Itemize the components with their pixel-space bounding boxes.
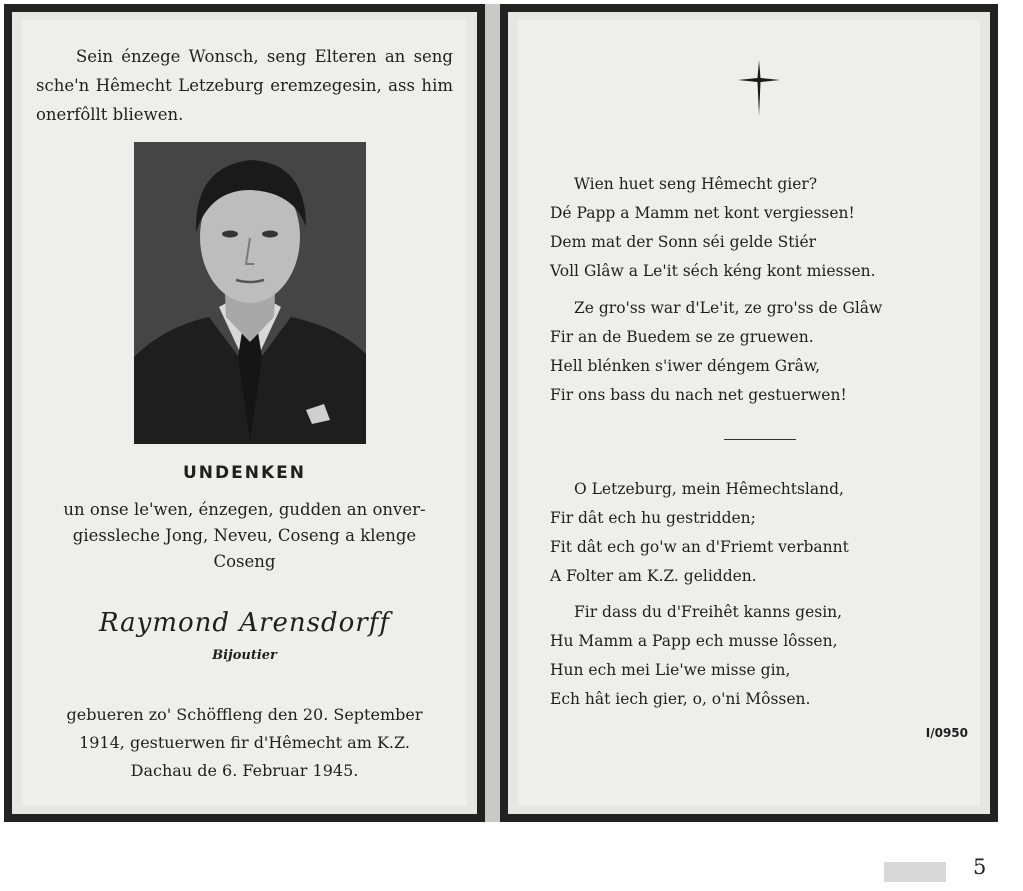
birth-death-line: 1914, gestuerwen fir d'Hêmecht am K.Z. (79, 733, 410, 752)
birth-death-line: Dachau de 6. Februar 1945. (130, 761, 359, 780)
poem-line: Ze gro'ss war d'Le'it, ze gro'ss de Glâw (574, 299, 883, 317)
dedication-line: giessleche Jong, Neveu, Coseng a klenge (72, 526, 417, 545)
birth-death-line: gebueren zo' Schöffleng den 20. September (66, 705, 423, 724)
poem-stanza-1 (550, 170, 964, 286)
poem-line: Hell blénken s'iwer déngem Grâw, (550, 357, 821, 375)
birth-death-text (36, 701, 453, 785)
poem-line: Dem mat der Sonn séi gelde Stiér (550, 233, 817, 251)
memorial-card-left (4, 4, 485, 822)
cross-icon (736, 58, 782, 118)
poem-line: Hu Mamm a Papp ech musse lôssen, (550, 632, 838, 650)
reference-number: I/0950 (925, 726, 968, 740)
poem-line: Fir dât ech hu gestridden; (550, 509, 756, 527)
memorial-card-right (500, 4, 998, 822)
portrait-photo (134, 142, 366, 444)
poem-line: Dé Papp a Mamm net kont vergiessen! (550, 204, 855, 222)
memorial-heading: UNDENKEN (183, 463, 306, 483)
card-gutter (485, 4, 500, 822)
card-right-inner (518, 20, 980, 806)
deceased-name: Raymond Arensdorff (99, 608, 390, 638)
poem-line: O Letzeburg, mein Hêmechtsland, (574, 480, 844, 498)
poem-line: Ech hât iech gier, o, o'ni Môssen. (550, 690, 811, 708)
poem-line: Fir ons bass du nach net gestuerwen! (550, 386, 847, 404)
dedication-line: Coseng (213, 552, 276, 571)
divider-line (724, 439, 796, 440)
profession: Bijoutier (212, 648, 277, 663)
poem-line: Fir an de Buedem se ze gruewen. (550, 328, 814, 346)
poem-line: Hun ech mei Lie'we misse gin, (550, 661, 791, 679)
poem-stanza-4 (550, 598, 964, 714)
dedication-text (36, 497, 453, 575)
dedication-line: un onse le'wen, énzegen, gudden an onver- (63, 500, 426, 519)
card-left-inner (22, 20, 467, 806)
poem-stanza-2 (550, 294, 964, 410)
poem-line: Fir dass du d'Freihêt kanns gesin, (574, 603, 843, 621)
intro-text: Sein énzege Wonsch, seng Elteren an seng sche'n Hêmecht Letzeburg eremzegesin, ass him onerfôllt bliewen. (36, 47, 453, 124)
poem-line: Wien huet seng Hêmecht gier? (574, 175, 818, 193)
page-marker (884, 862, 946, 882)
poem-line: A Folter am K.Z. gelidden. (550, 567, 757, 585)
poem-stanza-3 (550, 475, 964, 591)
page-number: 5 (973, 855, 987, 879)
poem-line: Voll Glâw a Le'it séch kéng kont miessen. (550, 262, 876, 280)
poem-line: Fit dât ech go'w an d'Friemt verbannt (550, 538, 849, 556)
